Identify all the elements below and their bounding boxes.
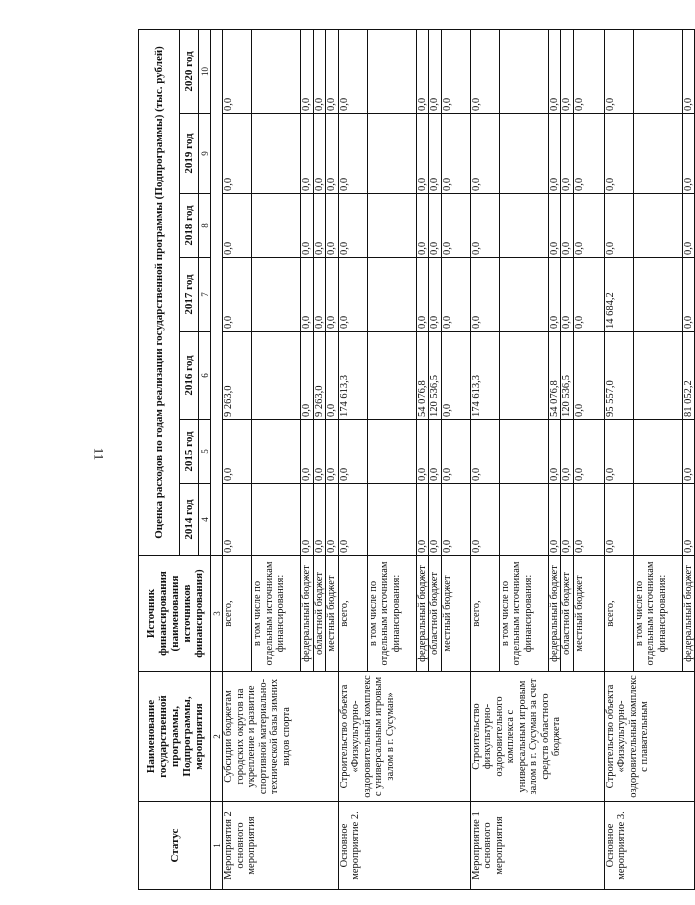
value-cell [499,484,548,556]
value-cell: 0,0 [338,484,367,556]
value-cell [252,258,301,332]
value-cell [252,114,301,194]
name-cell: Субсидии бюджетам городских округов на укрепление и развитие спортивной материально-технической базы зимних видов спорта [223,672,339,802]
value-cell: 0,0 [573,332,604,420]
value-cell: 0,0 [326,420,339,484]
value-cell: 0,0 [441,484,470,556]
value-cell [367,114,416,194]
value-cell: 0,0 [223,29,252,113]
value-cell [499,420,548,484]
value-cell: 0,0 [338,29,367,113]
value-cell: 0,0 [573,484,604,556]
value-cell: 0,0 [301,29,314,113]
col-number: 5 [199,420,211,484]
value-cell [252,29,301,113]
value-cell: 0,0 [416,484,429,556]
value-cell: 0,0 [301,332,314,420]
value-cell: 0,0 [301,194,314,258]
table-row [338,29,367,889]
status-cell: Мероприятия 2 основного мероприятия [223,802,339,890]
header-year: 2018 год [180,194,199,258]
source-cell: местный бюджет [326,556,339,672]
value-cell [367,420,416,484]
table-row [223,29,252,889]
name-cell: Строительство объекта «Физкультурно-оздоровительный комплекс с плавательным [604,672,695,802]
value-cell: 0,0 [301,484,314,556]
value-cell: 0,0 [561,194,574,258]
value-cell: 0,0 [326,114,339,194]
value-cell [633,194,682,258]
value-cell: 0,0 [338,114,367,194]
value-cell [499,114,548,194]
value-cell: 0,0 [548,484,561,556]
header-year: 2017 год [180,258,199,332]
col-number: 7 [199,258,211,332]
value-cell: 0,0 [470,420,499,484]
source-cell: в том числе по отдельным источникам финансирования: [633,556,682,672]
col-number: 3 [211,556,223,672]
col-number: 2 [211,672,223,802]
value-cell: 0,0 [313,114,326,194]
status-cell: Основное мероприятие 3. [604,802,695,890]
value-cell: 0,0 [470,194,499,258]
header-status: Статус [139,802,211,890]
value-cell [252,332,301,420]
value-cell: 0,0 [470,114,499,194]
value-cell: 0,0 [416,114,429,194]
value-cell: 9 263,0 [223,332,252,420]
source-cell: областной бюджет [313,556,326,672]
value-cell: 0,0 [429,420,442,484]
value-cell [252,420,301,484]
value-cell [499,29,548,113]
value-cell: 0,0 [548,258,561,332]
value-cell: 0,0 [338,420,367,484]
value-cell: 0,0 [313,29,326,113]
value-cell: 0,0 [573,420,604,484]
value-cell: 0,0 [441,194,470,258]
value-cell: 0,0 [604,114,633,194]
name-cell: Строительство объекта «Физкультурно-оздоровительный комплекс с универсальным игровым залом в г. Сусуман» [338,672,470,802]
value-cell: 0,0 [301,258,314,332]
value-cell: 0,0 [416,420,429,484]
source-cell: областной бюджет [429,556,442,672]
value-cell: 0,0 [682,29,695,113]
value-cell: 0,0 [548,194,561,258]
col-number: 8 [199,194,211,258]
value-cell: 0,0 [561,258,574,332]
value-cell: 0,0 [326,258,339,332]
value-cell [633,420,682,484]
value-cell: 0,0 [573,29,604,113]
header-year: 2019 год [180,114,199,194]
name-cell: Строительство физкультурно-оздоровительного комплекса с универсальным игровым залом в г. Сусуман за счет средств областного бюджета [470,672,604,802]
source-cell: областной бюджет [561,556,574,672]
col-number: 6 [199,332,211,420]
col-number: 4 [199,484,211,556]
table-row [604,29,633,889]
value-cell: 0,0 [573,258,604,332]
value-cell: 0,0 [429,29,442,113]
header-source: Источник финансирования (наименования источников финансирования) [139,556,211,672]
value-cell: 0,0 [429,258,442,332]
value-cell [499,194,548,258]
value-cell: 81 052,2 [682,332,695,420]
source-cell: всего, [604,556,633,672]
value-cell: 0,0 [682,114,695,194]
value-cell: 0,0 [470,484,499,556]
value-cell: 0,0 [441,114,470,194]
value-cell: 0,0 [682,420,695,484]
value-cell [499,332,548,420]
value-cell [367,258,416,332]
col-number: 10 [199,29,211,113]
value-cell: 0,0 [548,29,561,113]
value-cell: 0,0 [313,194,326,258]
source-cell: в том числе по отдельным источникам финансирования: [499,556,548,672]
value-cell: 0,0 [326,484,339,556]
page-number: 11 [91,447,107,461]
value-cell [367,332,416,420]
rotated-table-page [138,30,694,890]
col-number: 9 [199,114,211,194]
value-cell: 0,0 [441,258,470,332]
value-cell: 0,0 [223,420,252,484]
header-year: 2020 год [180,29,199,113]
value-cell [633,484,682,556]
value-cell [367,194,416,258]
value-cell: 0,0 [441,420,470,484]
header-year: 2016 год [180,332,199,420]
value-cell: 0,0 [223,484,252,556]
value-cell: 0,0 [441,29,470,113]
value-cell: 0,0 [548,420,561,484]
source-cell: всего, [223,556,252,672]
table-row [470,29,499,889]
source-cell: всего, [338,556,367,672]
value-cell: 0,0 [313,484,326,556]
value-cell: 9 263,0 [313,332,326,420]
value-cell: 54 076,8 [548,332,561,420]
value-cell [252,484,301,556]
value-cell [499,258,548,332]
value-cell: 0,0 [561,114,574,194]
table-body [223,29,695,889]
value-cell: 0,0 [470,29,499,113]
value-cell [633,114,682,194]
value-cell [367,484,416,556]
value-cell [633,258,682,332]
financing-table [138,29,695,890]
value-cell: 0,0 [301,420,314,484]
value-cell: 54 076,8 [416,332,429,420]
value-cell: 0,0 [223,114,252,194]
value-cell: 120 536,5 [429,332,442,420]
value-cell: 0,0 [561,420,574,484]
value-cell: 0,0 [573,114,604,194]
value-cell: 0,0 [429,484,442,556]
value-cell: 0,0 [604,420,633,484]
value-cell: 0,0 [604,484,633,556]
value-cell: 174 613,3 [470,332,499,420]
source-cell: федеральный бюджет [682,556,695,672]
value-cell: 120 536,5 [561,332,574,420]
value-cell: 0,0 [604,194,633,258]
value-cell: 0,0 [429,194,442,258]
value-cell: 0,0 [682,194,695,258]
value-cell: 0,0 [561,484,574,556]
value-cell: 0,0 [441,332,470,420]
col-number: 1 [211,802,223,890]
source-cell: федеральный бюджет [548,556,561,672]
value-cell: 0,0 [326,332,339,420]
value-cell: 0,0 [561,29,574,113]
value-cell: 0,0 [416,194,429,258]
value-cell: 0,0 [338,258,367,332]
status-cell: Основное мероприятие 2. [338,802,470,890]
value-cell: 14 684,2 [604,258,633,332]
value-cell: 95 557,0 [604,332,633,420]
value-cell: 0,0 [604,29,633,113]
value-cell: 0,0 [573,194,604,258]
value-cell [633,29,682,113]
source-cell: всего, [470,556,499,672]
value-cell [367,29,416,113]
value-cell: 0,0 [416,258,429,332]
value-cell: 0,0 [548,114,561,194]
status-cell: Мероприятие 1 основного мероприятия [470,802,604,890]
value-cell: 0,0 [416,29,429,113]
header-name: Наименование государственной программы, Подпрограммы, мероприятия [139,672,211,802]
source-cell: в том числе по отдельным источникам финансирования: [367,556,416,672]
source-cell: федеральный бюджет [416,556,429,672]
source-cell: местный бюджет [441,556,470,672]
value-cell: 0,0 [429,114,442,194]
value-cell: 0,0 [682,484,695,556]
source-cell: в том числе по отдельным источникам финансирования: [252,556,301,672]
header-estimate: Оценка расходов по годам реализации государственной программы (Подпрограммы) (тыс. рублей) [139,29,180,555]
value-cell: 0,0 [313,420,326,484]
source-cell: федеральный бюджет [301,556,314,672]
value-cell: 0,0 [223,258,252,332]
value-cell: 0,0 [326,29,339,113]
value-cell [252,194,301,258]
header-year: 2014 год [180,484,199,556]
value-cell: 0,0 [326,194,339,258]
value-cell: 174 613,3 [338,332,367,420]
header-year: 2015 год [180,420,199,484]
source-cell: местный бюджет [573,556,604,672]
value-cell: 0,0 [338,194,367,258]
value-cell: 0,0 [301,114,314,194]
value-cell: 0,0 [682,258,695,332]
value-cell [633,332,682,420]
value-cell: 0,0 [223,194,252,258]
value-cell: 0,0 [313,258,326,332]
value-cell: 0,0 [470,258,499,332]
